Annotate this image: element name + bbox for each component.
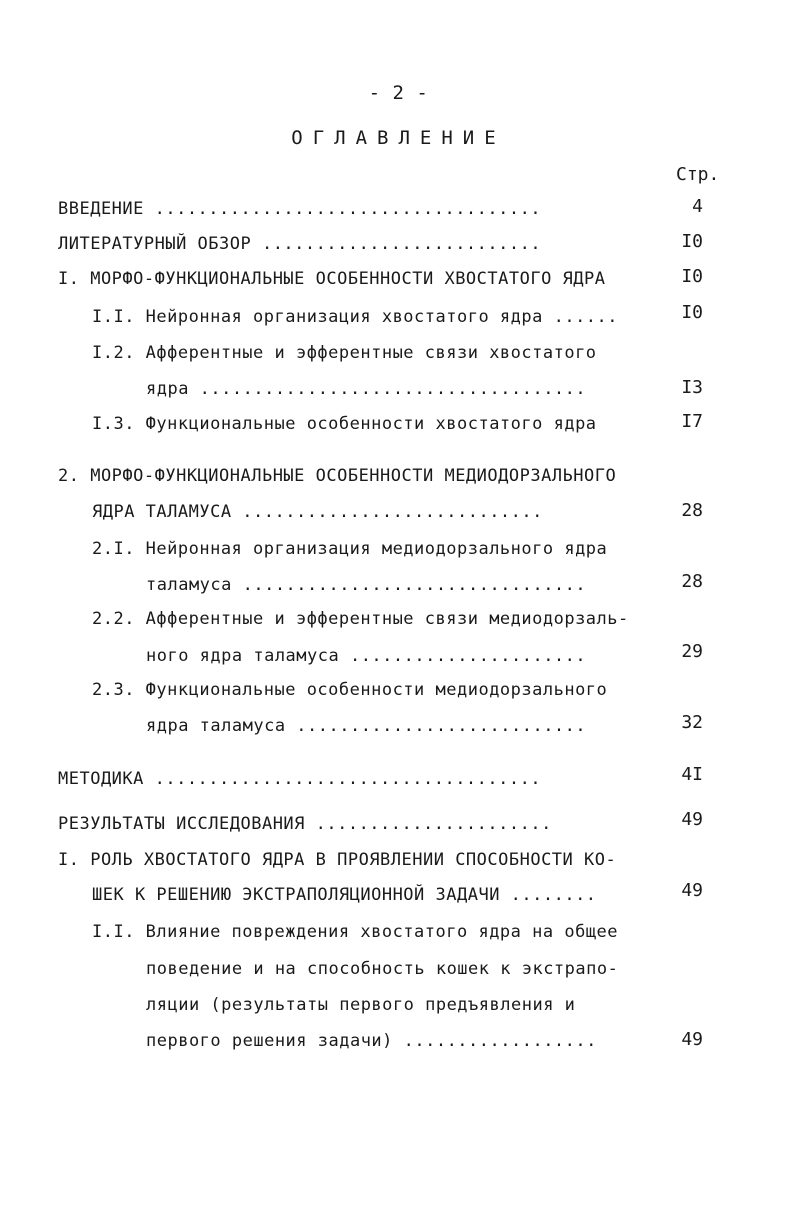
toc-entry-page: I0 [681,302,703,323]
toc-entry-text: ляции (результаты первого предъявления и [146,995,576,1015]
page-number: - 2 - [368,82,429,104]
toc-entry-text: I.I. Нейронная организация хвостатого ядра ...... [92,307,619,327]
toc-entry-page: 49 [681,809,703,830]
page-column-header: Стр. [676,164,720,185]
toc-entry-text: ЛИТЕРАТУРНЫЙ ОБЗОР .......................... [58,234,542,254]
toc-entry-page: 4I [681,764,703,785]
toc-entry-page: 4 [692,196,703,217]
toc-entry-text: ШЕК К РЕШЕНИЮ ЭКСТРАПОЛЯЦИОННОЙ ЗАДАЧИ ........ [92,885,597,905]
toc-entry-text: 2.3. Функциональные особенности медиодорзального [92,680,608,700]
toc-entry-text: I. РОЛЬ ХВОСТАТОГО ЯДРА В ПРОЯВЛЕНИИ СПОСОБНОСТИ КО- [58,850,617,870]
toc-entry-text: ВВЕДЕНИЕ .................................... [58,199,542,219]
toc-entry-text: 2. МОРФО-ФУНКЦИОНАЛЬНЫЕ ОСОБЕННОСТИ МЕДИОДОРЗАЛЬНОГО [58,466,617,486]
toc-entry-text: ного ядра таламуса ...................... [146,646,587,666]
toc-entry-page: 28 [681,500,703,521]
toc-entry-text: ЯДРА ТАЛАМУСА ............................ [92,502,543,522]
toc-entry-text: РЕЗУЛЬТАТЫ ИССЛЕДОВАНИЯ ...................... [58,814,552,834]
toc-entry-page: 49 [681,1029,703,1050]
toc-entry-text: 2.I. Нейронная организация медиодорзального ядра [92,539,608,559]
toc-entry-text: таламуса ................................ [146,575,587,595]
toc-entry-text: поведение и на способность кошек к экстрапо- [146,959,619,979]
toc-entry-text: I. МОРФО-ФУНКЦИОНАЛЬНЫЕ ОСОБЕННОСТИ ХВОСТАТОГО ЯДРА [58,269,606,289]
toc-entry-page: 29 [681,641,703,662]
page-title: ОГЛАВЛЕНИЕ [291,127,506,149]
toc-entry-page: I0 [681,266,703,287]
toc-entry-text: 2.2. Афферентные и эфферентные связи медиодорзаль- [92,609,629,629]
toc-entry-text: ядра .................................... [146,379,587,399]
toc-entry-text: первого решения задачи) .................. [146,1031,597,1051]
toc-entry-page: 28 [681,571,703,592]
toc-entry-text: ядра таламуса ........................... [146,716,587,736]
toc-entry-page: I3 [681,377,703,398]
toc-entry-text: МЕТОДИКА .................................... [58,769,542,789]
toc-entry-text: I.2. Афферентные и эфферентные связи хвостатого [92,343,597,363]
toc-entry-page: 32 [681,712,703,733]
toc-entry-text: I.3. Функциональные особенности хвостатого ядра [92,414,597,434]
toc-entry-page: I7 [681,411,703,432]
toc-entry-text: I.I. Влияние повреждения хвостатого ядра на общее [92,922,619,942]
toc-entry-page: 49 [681,880,703,901]
toc-entry-page: I0 [681,231,703,252]
